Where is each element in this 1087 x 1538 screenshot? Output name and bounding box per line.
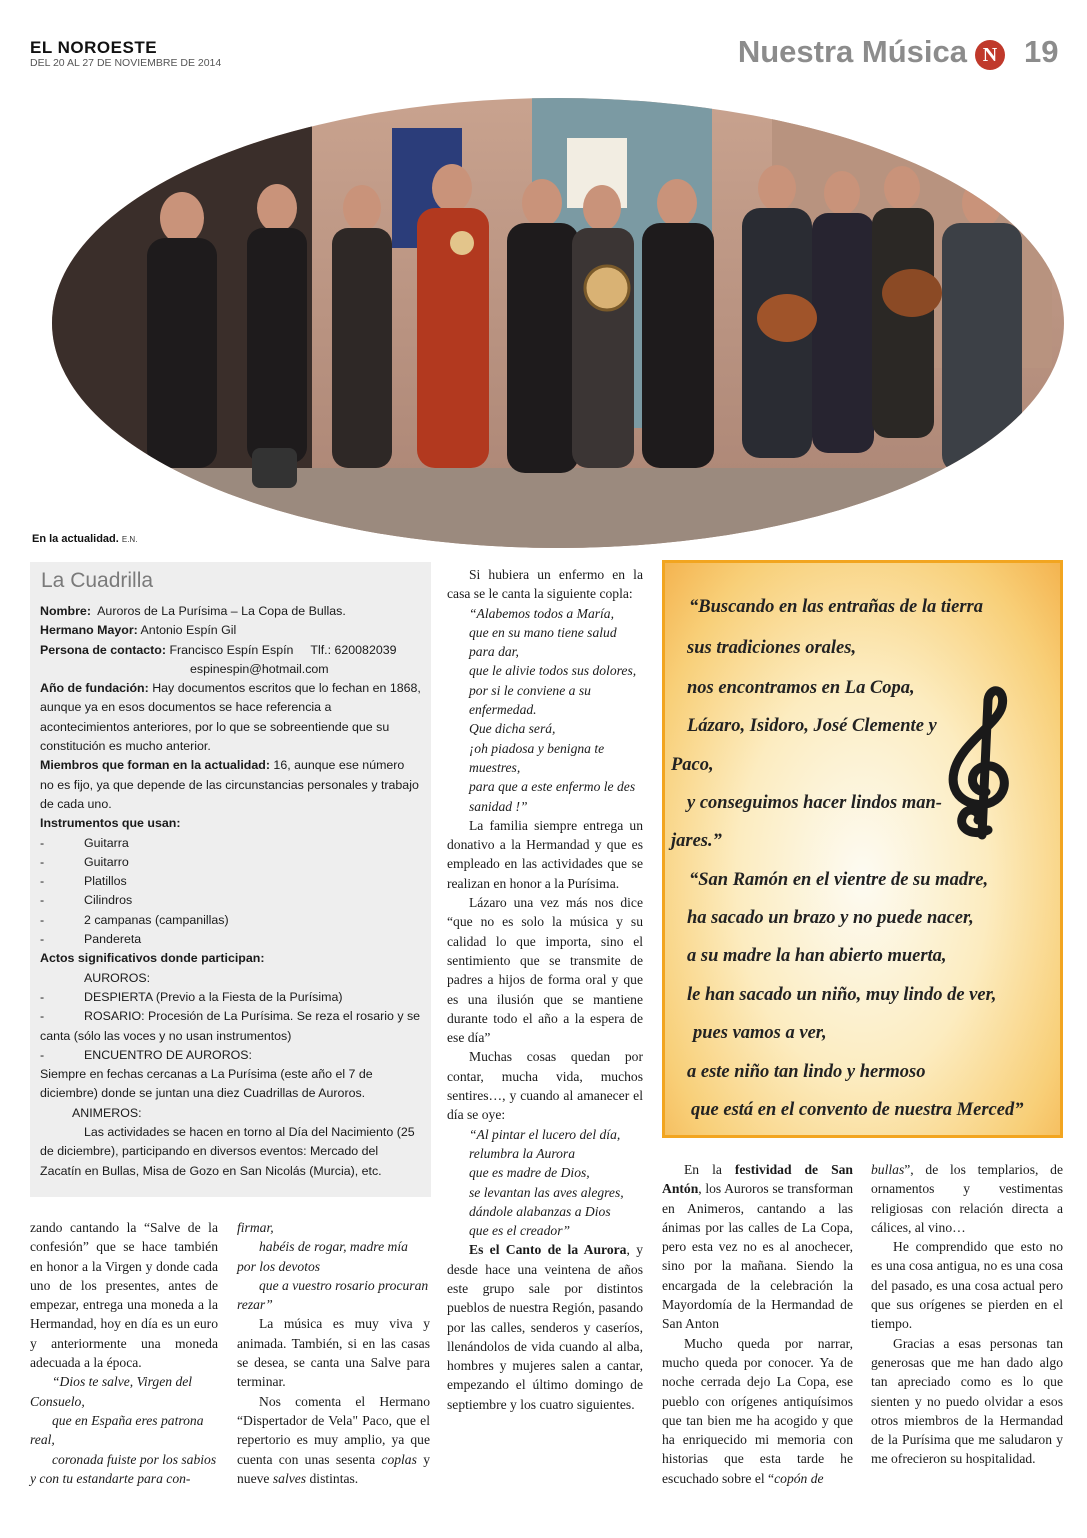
treble-clef-icon [930,680,1030,840]
acto-animeros: ANIMEROS: [72,1105,142,1120]
article-column-5 [871,1160,1063,1469]
acto-animeros-text: Las actividades se hacen en torno al Día del Nacimiento (25 de diciembre), participando en diversos eventos: Mercado del Zacatín en Bullas, Misa de Gozo en San Nicolás (Murcia), etc. [40,1125,415,1178]
verse-line: se levantan las aves alegres, [469,1184,624,1200]
quote-line: ha sacado un brazo y no puede nacer, [687,908,974,928]
verse-line: habéis de rogar, madre mía por los devotos [237,1239,408,1274]
paragraph: Lázaro una vez más nos dice “que no es solo la música y su calidad lo que importa, sino el sentimiento que se transmite de padres a hijos de forma oral y que es una ilusión que se mantiene durante todo el año a la espera de ese día” [447,895,643,1046]
acto-rosario: - ROSARIO: Procesión de La Purísima. Se reza el rosario y se canta (sólo las voces y no usan instrumentos) [40,1009,421,1043]
quote-line: “Buscando en las entrañas de la tierra [689,597,983,617]
verse-line: que a vuestro rosario procuran rezar” [237,1277,429,1313]
paragraph: Gracias a esas personas tan generosas que me han dado algo tan apreciado como es lo que sienten y no puedo olvidar a esos otros miembros de la Hermandad de la Purísima que me saludaron y me ofrecieron su hospitalidad. [871,1335,1063,1467]
acto-encuentro-text: Siempre en fechas cercanas a La Purísima (este año el 7 de diciembre) donde se juntan una diez Cuadrillas de Auroros. [40,1067,373,1101]
info-nombre: Nombre: Auroros de La Purísima – La Copa de Bullas. [40,604,346,618]
newspaper-logo-icon: N [975,40,1005,70]
quote-line: nos encontramos en La Copa, [687,678,915,698]
acto-encuentro: - ENCUENTRO DE AUROROS: [40,1047,252,1062]
article-column-1 [30,1218,218,1488]
paragraph: Si hubiera un enfermo en la casa se le canta la siguiente copla: [447,567,643,602]
verse-line: coronada fuiste por los sabios [52,1451,217,1467]
quote-line: sus tradiciones orales, [687,638,857,658]
info-miembros: Miembros que forman en la actualidad: 16, aunque ese número no es fijo, ya que depende de las circunstancias personales y trabajo de cada uno. [40,758,419,811]
page-number: 19 [1024,34,1059,69]
verse-line: y con tu estandarte para con- [30,1470,191,1486]
article-column-4 [662,1160,853,1488]
verse-line: ¡oh piadosa y benigna te muestres, [469,740,605,775]
info-instrumentos-label: Instrumentos que usan: [40,816,181,831]
verse-line: que en su mano tiene salud para dar, [469,624,617,660]
instrument-item: - Guitarro [40,854,129,869]
info-fundacion: Año de fundación: Hay documentos escritos que lo fechan en 1868, aunque ya en esos documentos se hace referencia a acontecimientos anteriores, por lo que se sobreentiende que su constitución es mucho anterior. [40,681,421,754]
paragraph: La música es muy viva y animada. También, si en las casas se desea, se canta una Salve para terminar. [237,1316,430,1390]
instrument-item: - Cilindros [40,893,133,908]
acto-despierta: - DESPIERTA (Previo a la Fiesta de la Purísima) [40,989,343,1004]
paragraph: Mucho queda por narrar, mucho queda por conocer. Ya de noche cerrada dejo La Copa, ese pueblo con orígenes antiquísimos que tan bien me ha acogido y que ha enriquecido mi memoria con historias que esta tarde he escuchado sobre el “copón de [662,1335,853,1486]
instrument-item: - Guitarra [40,835,129,850]
verse-line: “Al pintar el lucero del día, [469,1126,621,1142]
article-column-middle [447,565,643,1414]
verse-line: “Dios te salve, Virgen del Consuelo, [30,1374,193,1409]
verse-line: que en España eres patrona real, [30,1412,204,1448]
quote-line: Lázaro, Isidoro, José Clemente y [687,716,937,736]
verse-line: por si le conviene a su enfermedad. [469,682,591,718]
paragraph: En la festividad de San Antón, los Auroros se transforman en Animeros, cantando a las ánimas por las calles de La Copa, pero esta vez no es al anochecer, sino por la mañana. Siendo la encargada de la celebración la Mayordomía de la Hermandad de San Anton [662,1162,853,1332]
band-info-box [30,562,431,1197]
info-hermano-mayor: Hermano Mayor: Antonio Espín Gil [40,623,237,638]
paragraph: zando cantando la “Salve de la confesión” que se hace también en honor a la Virgen y donde cada uno de los presentes, antes de empezar, entrega una moneda a la Hermandad, hoy en día es un euro y anteriormente una moneda adecuada a la época. [30,1220,218,1371]
verse-line: dándole alabanzas a Dios [469,1203,611,1219]
verse-line: firmar, [237,1220,274,1235]
quote-line: le han sacado un niño, muy lindo de ver, [687,985,997,1005]
paragraph: Muchas cosas quedan por contar, mucha vida, muchos sentires…, y cuando al amanecer el día se oye: [447,1049,643,1123]
instrument-item: - 2 campanas (campanillas) [40,912,229,927]
newspaper-name: EL NOROESTE [30,38,158,57]
verse-line: Que dicha será, [469,721,556,737]
paragraph: Nos comenta el Hermano “Dispertador de Vela" Paco, que el repertorio es muy amplio, ya que cuenta con unas sesenta coplas y nueve salves distintas. [237,1393,430,1486]
photo-caption: En la actualidad. E.N. [32,533,138,545]
article-column-2 [237,1218,430,1488]
group-photo [52,88,1064,558]
info-box-title: La Cuadrilla [41,569,154,592]
issue-date: DEL 20 AL 27 DE NOVIEMBRE DE 2014 [30,57,222,69]
paragraph: La familia siempre entrega un donativo a la Hermandad y que es empleado en las actividades que se realizan en honor a la Purísima. [447,817,643,891]
quote-line: que está en el convento de nuestra Merced” [691,1100,1024,1120]
info-email: espinespin@hotmail.com [190,661,329,676]
verse-line: que es el creador” [469,1223,571,1239]
verse-line: “Alabemos todos a María, [469,605,615,621]
quote-line: a su madre la han abierto muerta, [687,946,947,966]
quote-line: jares.” [671,831,722,851]
instrument-item: - Pandereta [40,932,142,947]
section-title: Nuestra Música [737,34,967,69]
verse-line: que le alivie todos sus dolores, [469,663,637,679]
quote-line: a este niño tan lindo y hermoso [687,1062,926,1082]
verse-line: que es madre de Dios, [469,1165,590,1181]
verse-line: relumbra la Aurora [469,1145,575,1161]
acto-auroros: AUROROS: [84,970,151,985]
info-contacto: Persona de contacto: Francisco Espín Espín Tlf.: 620082039 [40,642,397,657]
paragraph: Es el Canto de la Aurora, y desde hace una veintena de años este grupo sale por distintos pueblos de nuestra Región, pasando por las calles, senderos y caseríos, llenándolos de vida cuando al alba, hombres y mujeres salen a cantar, empezando el último domingo de septiembre y los cuatro siguientes. [447,1242,643,1412]
verse-line: para que a este enfermo le des sanidad !” [469,779,636,814]
instrument-item: - Platillos [40,874,127,889]
info-actos-label: Actos significativos donde participan: [40,951,265,966]
quote-box [662,560,1063,1138]
paragraph: He comprendido que esto no es una cosa antigua, no es una cosa del pasado, es una cosa actual pero que sus orígenes se pierden en el tiempo. [871,1239,1063,1332]
quote-line: Paco, [671,755,714,775]
quote-line: y conseguimos hacer lindos man- [687,793,942,813]
quote-line: “San Ramón en el vientre de su madre, [689,870,989,890]
paragraph: bullas”, de los templarios, de ornamentos y vestimentas religiosas con relación directa a cálices, al vino… [871,1162,1063,1235]
quote-line: pues vamos a ver, [693,1023,827,1043]
